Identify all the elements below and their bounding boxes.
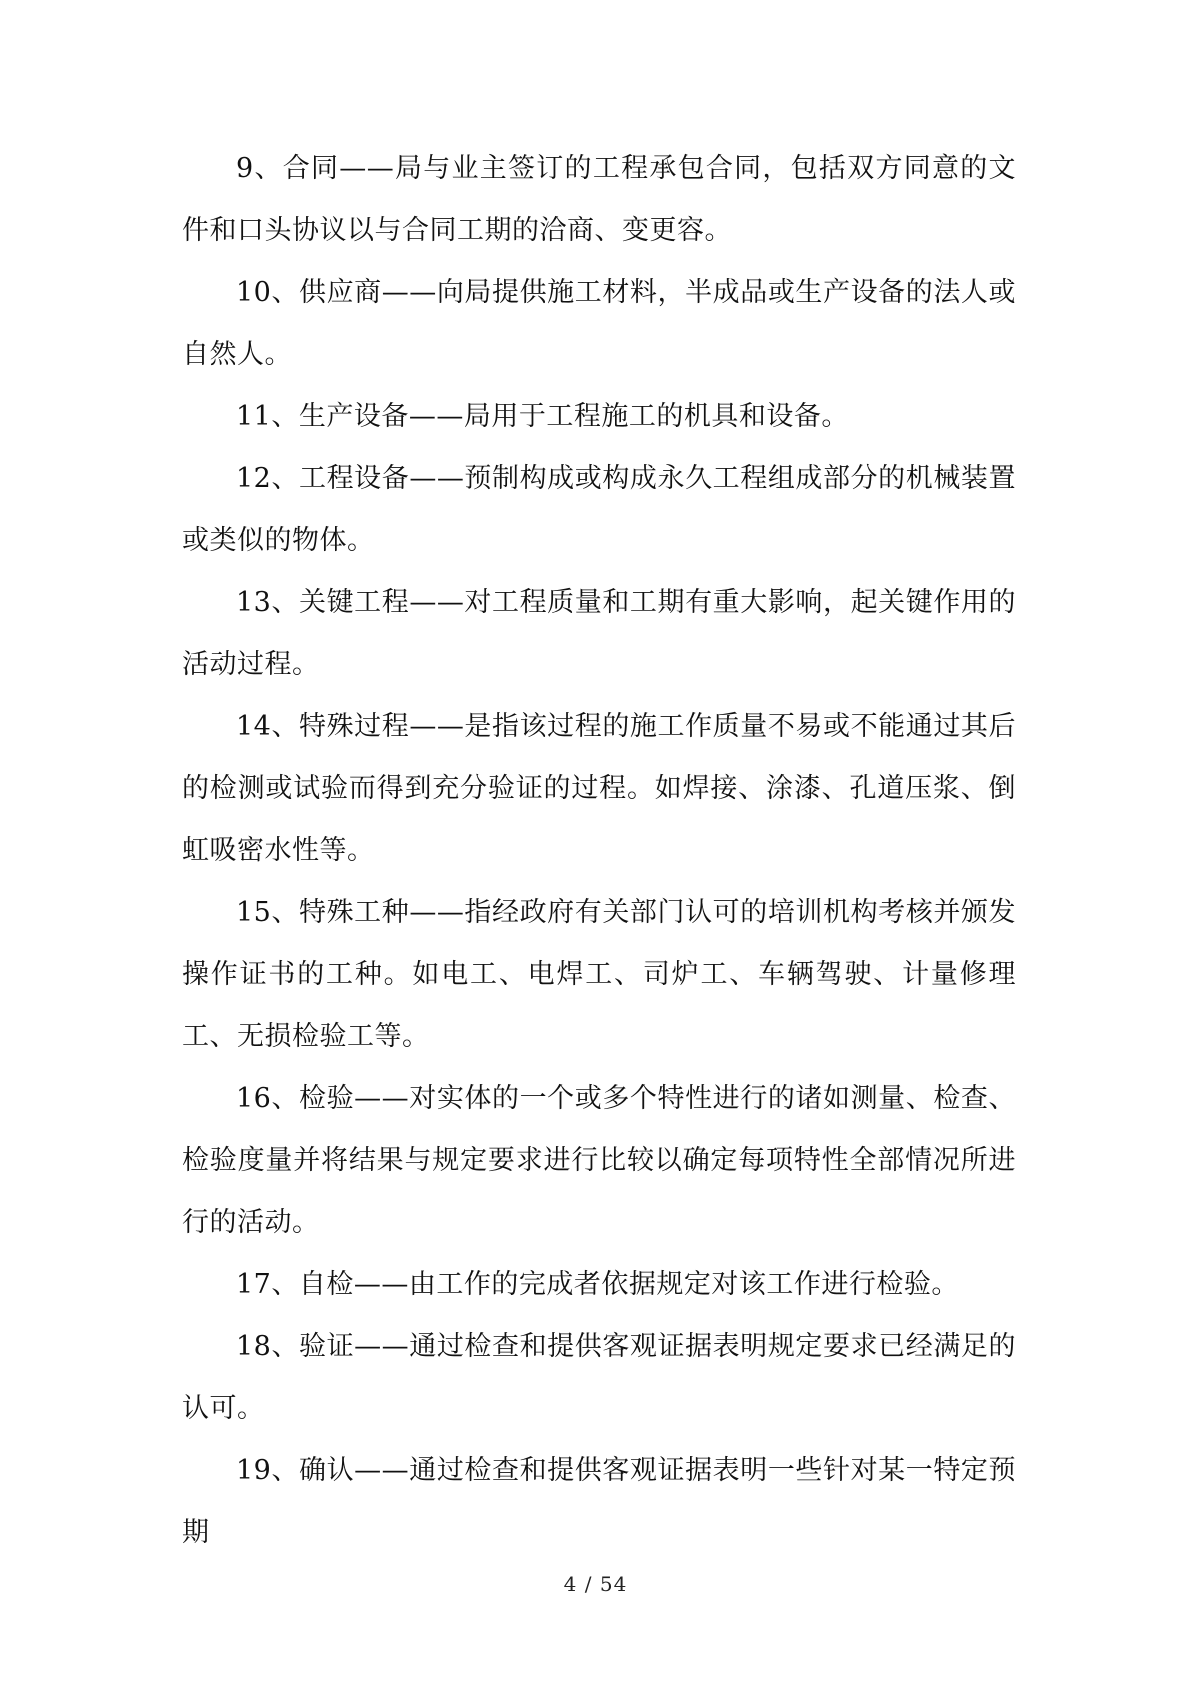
paragraph-item-16: 16、检验——对实体的一个或多个特性进行的诸如测量、检查、检验度量并将结果与规定要求进行比较以确定每项特性全部情况所进行的活动。 [182, 1083, 1016, 1238]
paragraph-item-17: 17、自检——由工作的完成者依据规定对该工作进行检验。 [236, 1269, 959, 1300]
paragraph-item-12: 12、工程设备——预制构成或构成永久工程组成部分的机械装置或类似的物体。 [182, 463, 1016, 556]
document-body [182, 138, 1016, 1564]
paragraph-item-10: 10、供应商——向局提供施工材料，半成品或生产设备的法人或自然人。 [182, 277, 1016, 370]
paragraph-item-13: 13、关键工程——对工程质量和工期有重大影响，起关键作用的活动过程。 [182, 587, 1016, 680]
paragraph-item-15: 15、特殊工种——指经政府有关部门认可的培训机构考核并颁发操作证书的工种。如电工、电焊工、司炉工、车辆驾驶、计量修理工、无损检验工等。 [182, 897, 1016, 1052]
page-number: 4 / 54 [563, 1572, 628, 1596]
paragraph-item-19: 19、确认——通过检查和提供客观证据表明一些针对某一特定预期 [182, 1455, 1016, 1548]
paragraph-item-18: 18、验证——通过检查和提供客观证据表明规定要求已经满足的认可。 [182, 1331, 1016, 1424]
paragraph-item-9: 9、合同——局与业主签订的工程承包合同，包括双方同意的文件和口头协议以与合同工期的洽商、变更容。 [182, 153, 1016, 246]
paragraph-item-14: 14、特殊过程——是指该过程的施工作质量不易或不能通过其后的检测或试验而得到充分验证的过程。如焊接、涂漆、孔道压浆、倒虹吸密水性等。 [182, 711, 1016, 866]
paragraph-item-11: 11、生产设备——局用于工程施工的机具和设备。 [236, 401, 849, 432]
